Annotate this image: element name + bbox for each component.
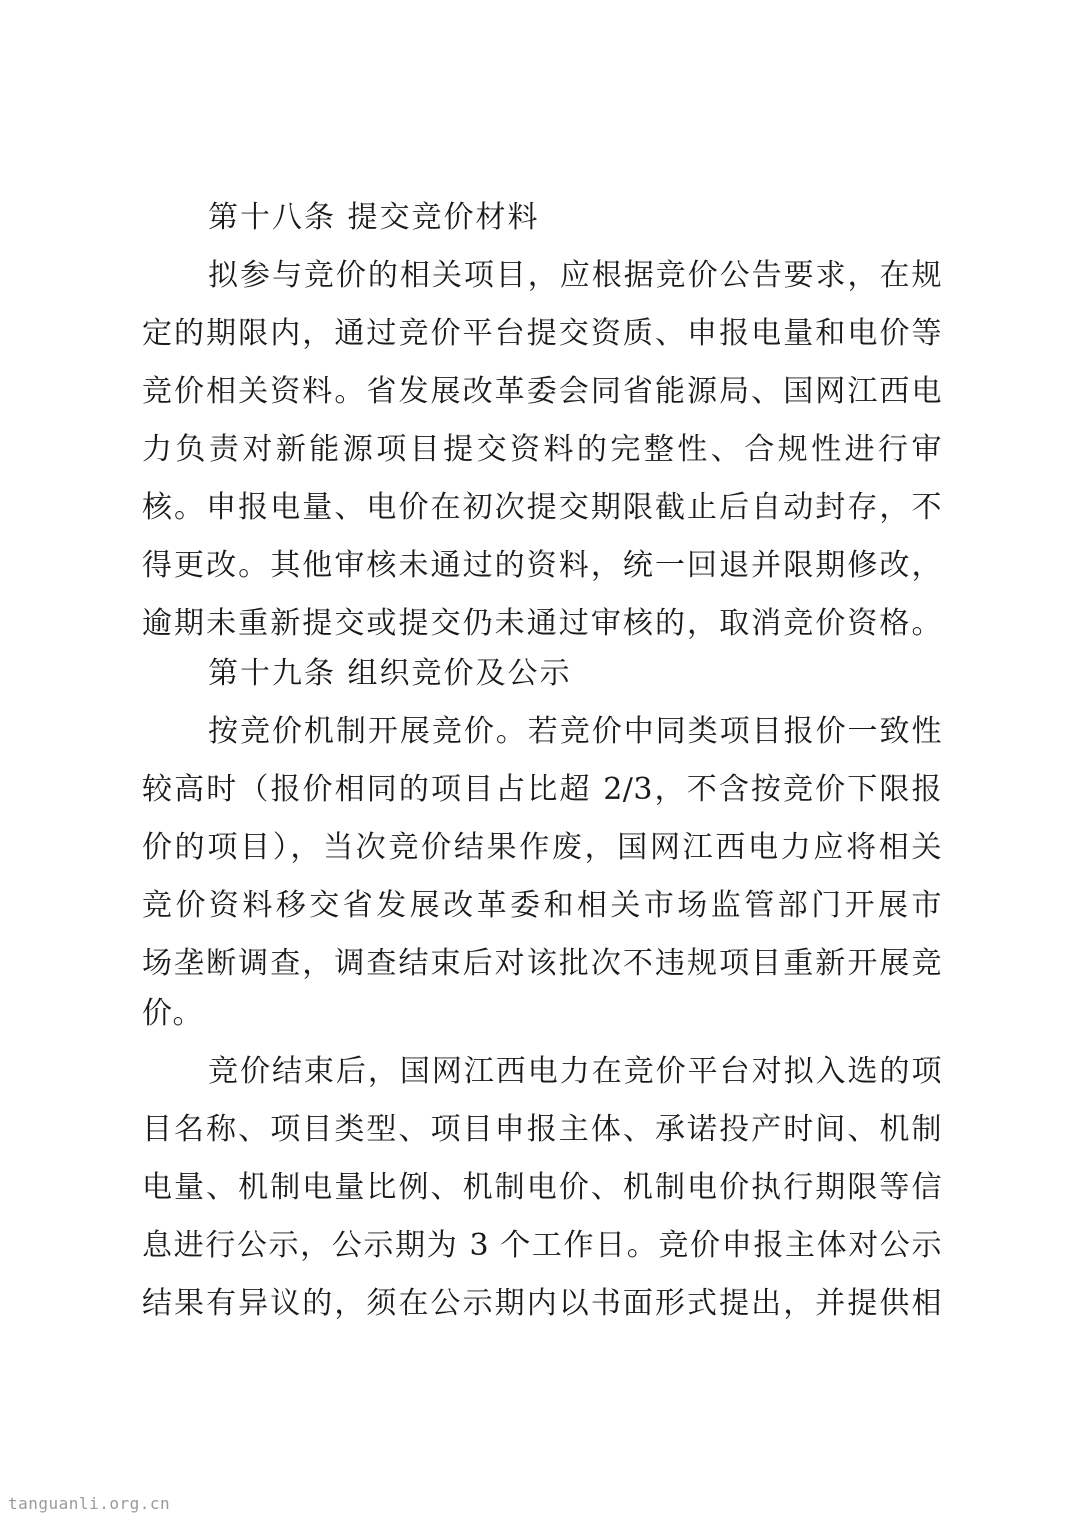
article-18-line-6: 得更改。其他审核未通过的资料，统一回退并限期修改， bbox=[142, 548, 942, 583]
article-19-p1-line-6: 价。 bbox=[142, 996, 203, 1031]
article-18-line-5: 核。申报电量、电价在初次提交期限截止后自动封存，不 bbox=[142, 490, 942, 525]
article-19-heading: 第十九条 组织竞价及公示 bbox=[208, 656, 572, 691]
watermark-text: tanguanli.org.cn bbox=[8, 1494, 171, 1513]
article-19-p2-line-4: 息进行公示，公示期为 3 个工作日。竞价申报主体对公示 bbox=[142, 1228, 942, 1263]
article-18-line-1: 拟参与竞价的相关项目，应根据竞价公告要求，在规 bbox=[208, 258, 942, 293]
article-18-line-4: 力负责对新能源项目提交资料的完整性、合规性进行审 bbox=[142, 432, 942, 467]
article-18-line-7: 逾期未重新提交或提交仍未通过审核的，取消竞价资格。 bbox=[142, 606, 942, 641]
article-19-p2-line-1: 竞价结束后，国网江西电力在竞价平台对拟入选的项 bbox=[208, 1054, 942, 1089]
article-19-p1-line-1: 按竞价机制开展竞价。若竞价中同类项目报价一致性 bbox=[208, 714, 942, 749]
article-19-p1-line-4: 竞价资料移交省发展改革委和相关市场监管部门开展市 bbox=[142, 888, 942, 923]
article-19-p2-line-3: 电量、机制电量比例、机制电价、机制电价执行期限等信 bbox=[142, 1170, 942, 1205]
article-19-p2-line-5: 结果有异议的，须在公示期内以书面形式提出，并提供相 bbox=[142, 1286, 942, 1321]
article-18-line-2: 定的期限内，通过竞价平台提交资质、申报电量和电价等 bbox=[142, 316, 942, 351]
article-19-p1-line-5: 场垄断调查，调查结束后对该批次不违规项目重新开展竞 bbox=[142, 946, 942, 981]
article-19-p2-line-2: 目名称、项目类型、项目申报主体、承诺投产时间、机制 bbox=[142, 1112, 942, 1147]
article-19-p1-line-3: 价的项目），当次竞价结果作废，国网江西电力应将相关 bbox=[142, 830, 942, 865]
article-18-heading: 第十八条 提交竞价材料 bbox=[208, 200, 540, 235]
article-18-line-3: 竞价相关资料。省发展改革委会同省能源局、国网江西电 bbox=[142, 374, 942, 409]
article-19-p1-line-2: 较高时（报价相同的项目占比超 2/3，不含按竞价下限报 bbox=[142, 772, 942, 807]
